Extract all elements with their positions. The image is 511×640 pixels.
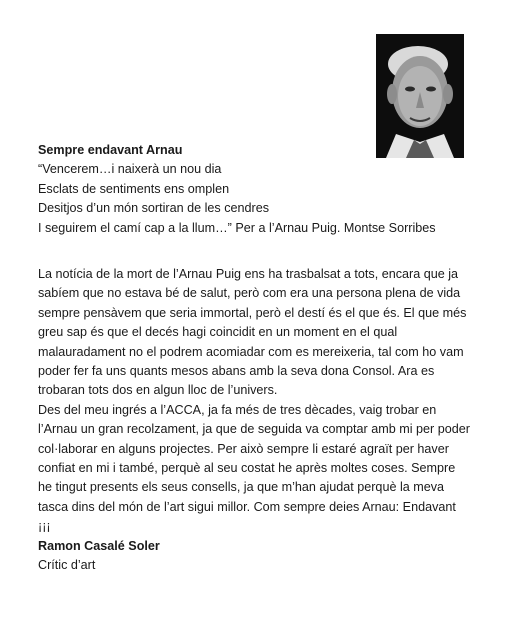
article-line: trobaran tots dos en algun lloc de l’univers. <box>38 383 278 398</box>
poem-line: “Vencerem…i naixerà un nou dia <box>38 162 222 177</box>
article-line: poder fer fa uns quants mesos abans amb la seva dona Consol. Ara es <box>38 364 435 379</box>
article-line: sempre pensàvem que seria immortal, però el destí és el que és. El que més <box>38 305 467 320</box>
portrait-photo <box>376 34 464 158</box>
portrait-image <box>376 34 464 158</box>
article-line: tasca dins del món de l’art sigui millor. Com sempre deies Arnau: Endavant <box>38 499 456 514</box>
poem-line: Esclats de sentiments ens omplen <box>38 181 230 196</box>
poem-line: I seguirem el camí cap a la llum…” Per a l’Arnau Puig. Montse Sorribes <box>38 220 436 235</box>
poem-section <box>38 141 478 238</box>
article-line: malauradament no el podrem acomiadar com es mereixeria, tal com ho vam <box>38 344 464 359</box>
article-line: l’Arnau un gran recolzament, ja que de seguida va comptar amb mi per poder <box>38 422 470 437</box>
author-role: Crític d’art <box>38 558 96 573</box>
poem-line: Desitjos d’un món sortiran de les cendres <box>38 201 269 216</box>
article-line: ¡¡¡ <box>38 519 51 534</box>
article-line: he tingut presents els seus consells, ja que m’han ajudat perquè la meva <box>38 480 445 495</box>
article-line: Des del meu ingrés a l’ACCA, ja fa més de tres dècades, vaig trobar en <box>38 402 437 417</box>
article-line: col·laborar en alguns projectes. Per això sempre li estaré agraït per haver <box>38 441 449 456</box>
article-line: sabíem que no estava bé de salut, però com era una persona plena de vida <box>38 286 461 301</box>
author-name: Ramon Casalé Soler <box>38 538 160 553</box>
poem-title: Sempre endavant Arnau <box>38 143 183 157</box>
article-line: La notícia de la mort de l’Arnau Puig ens ha trasbalsat a tots, encara que ja <box>38 267 459 281</box>
article-body <box>38 265 478 576</box>
article-line: confiat en mi i també, perquè al seu costat he après moltes coses. Sempre <box>38 461 456 476</box>
article-line: greu sap és que el decés hagi coincidit en un moment en el qual <box>38 325 398 340</box>
